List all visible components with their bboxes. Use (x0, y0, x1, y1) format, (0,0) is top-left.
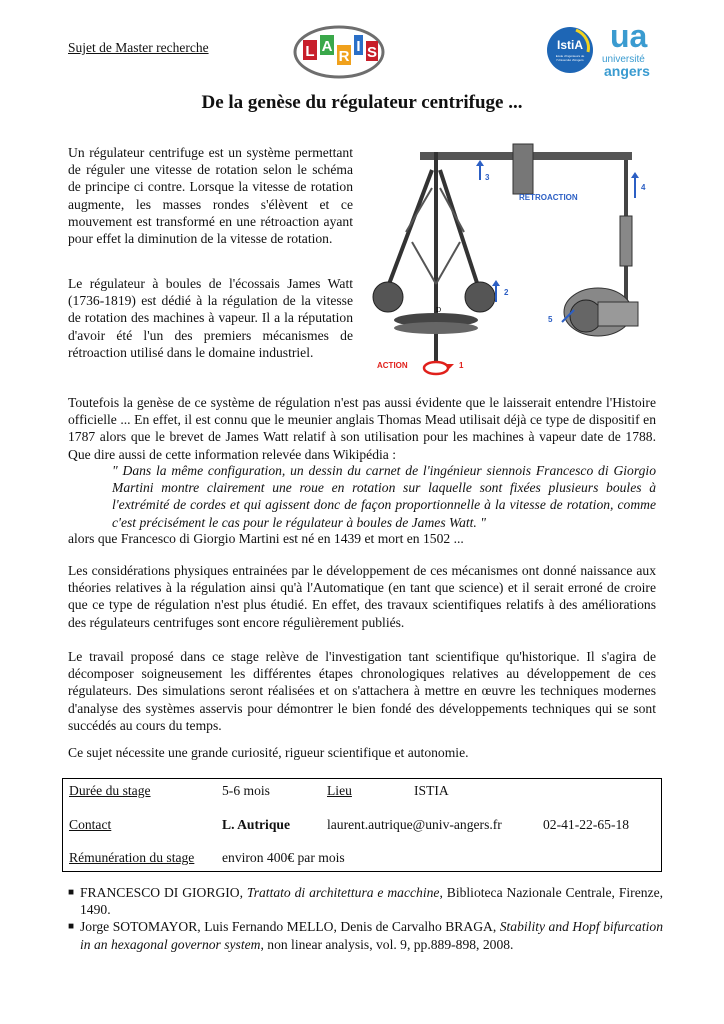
paragraph-travail: Le travail proposé dans ce stage relève de l'investigation tant scientifique qu'historique. Il s'agira de décomposer soigneusement les différentes étapes chronologiques relatives au développement de ces régulateurs. Des simulations seront réalisées et on s'attachera à mettre en œuvre les techniques modernes d'analyse des systèmes asservis pour démontrer le bien fondé des développements techniques qui se sont succédés au cours du temps. (68, 649, 656, 733)
governor-drawing (368, 132, 660, 382)
paragraph-genese-end: alors que Francesco di Giorgio Martini est né en 1439 et mort en 1502 ... (68, 531, 464, 546)
istia-logo-text: IstiA (556, 38, 583, 52)
internship-info-box (62, 778, 662, 872)
wikipedia-quote: " Dans la même configuration, un dessin du carnet de l'ingénieur siennois Francesco di Giorgio Martini montre clairement une roue en rotation sur laquelle sont fixées plusieurs boules à l'extrémité de cordes et qui agissent donc de façon proportionnelle à la vitesse de rotation, comme c'est précisément le cas pour le régulateur à boules de James Watt. " (112, 463, 656, 530)
references-list (68, 884, 663, 953)
reference-authors: Jorge SOTOMAYOR, Luis Fernando MELLO, Denis de Carvalho BRAGA, (80, 919, 500, 935)
page-title: De la genèse du régulateur centrifuge ... (201, 92, 523, 113)
ua-logo-mark: ua (610, 18, 648, 54)
intro-paragraph-1: Un régulateur centrifuge est un système permettant de réguler une vitesse de rotation selon le schéma de principe ci contre. Lorsque la vitesse de rotation augmente, les masses rondes s'élèvent et ce mouvement est transformé en une rétroaction ayant pour effet la diminution de la vitesse de rotation. (68, 145, 353, 247)
bullet-icon: ■ (68, 887, 75, 898)
paragraph-considerations: Les considérations physiques entrainées par le développement de ces mécanismes ont donné naissance aux théories relatives à la régulation ainsi qu'à l'Automatique (en tant que science) et il serait erroné de croire que ce type de régulation n'est plus étudié. En effet, des travaux scientifiques relatifs à des améliorations des régulateurs centrifuges sont encore régulièrement publiés. (68, 563, 656, 630)
ua-logo-text2: angers (604, 63, 650, 79)
laris-logo (293, 24, 385, 80)
paragraph-genese: Toutefois la genèse de ce système de régulation n'est pas aussi évidente que le laisserait entendre l'Histoire officielle ... En effet, il est connu que le meunier anglais Thomas Mead utilisait déjà ce type de dispositif en 1787 alors que le brevet de James Watt relatif à son utilisation pour les machines à vapeur date de 1788. Que dire aussi de cette information relevée dans Wikipédia : (68, 395, 656, 462)
istia-logo-subtext: Ecole d'ingénieurs de l'Université d'Angers (555, 54, 585, 62)
subject-line: Sujet de Master recherche (68, 40, 209, 55)
reference-item (68, 884, 663, 918)
istia-logo (546, 26, 594, 74)
duration-label: Durée du stage (69, 783, 151, 798)
figure-number-5: 5 (548, 315, 553, 324)
contact-email[interactable]: laurent.autrique@univ-angers.fr (327, 817, 502, 832)
figure-number-3: 3 (485, 173, 490, 182)
paragraph-curiosite: Ce sujet nécessite une grande curiosité, rigueur scientifique et autonomie. (68, 745, 469, 760)
ua-logo-text1: université (602, 54, 645, 65)
svg-text:D: D (436, 306, 442, 314)
contact-phone: 02-41-22-65-18 (543, 817, 630, 832)
figure-number-4: 4 (641, 183, 646, 192)
universite-angers-logo (598, 18, 662, 82)
action-label: ACTION (377, 361, 408, 370)
remuneration-value: environ 400€ par mois (222, 850, 345, 865)
reference-title: Trattato di architettura e macchine (246, 885, 440, 900)
svg-text:I: I (356, 38, 361, 55)
intro-paragraph-2: Le régulateur à boules de l'écossais James Watt (1736-1819) est dédié à la régulation de la vitesse de rotation des machines à vapeur. Il a la réputation d'avoir été l'un des premiers mécanismes de rétroaction utilisé dans le domaine industriel. (68, 276, 353, 360)
remuneration-label: Rémunération du stage (69, 850, 195, 865)
governor-figure (368, 132, 660, 382)
contact-label: Contact (69, 817, 112, 832)
svg-text:A: A (321, 38, 333, 55)
contact-name: L. Autrique (222, 817, 290, 832)
reference-authors: FRANCESCO DI GIORGIO, (80, 885, 247, 900)
reference-item (68, 918, 663, 952)
svg-text:L: L (305, 43, 315, 60)
reference-title: Stability and Hopf bifurcation in an hexagonal governor system (80, 919, 663, 952)
svg-text:S: S (366, 44, 378, 61)
location-value: ISTIA (414, 783, 449, 798)
svg-text:R: R (338, 48, 350, 65)
reference-details: , non linear analysis, vol. 9, pp.889-898, 2008. (260, 936, 514, 952)
figure-number-2: 2 (504, 288, 509, 297)
duration-value: 5-6 mois (222, 783, 270, 798)
bullet-icon: ■ (68, 921, 75, 933)
reference-details: , Biblioteca Nazionale Centrale, Firenze, 1490. (80, 885, 664, 918)
figure-number-1: 1 (459, 361, 464, 370)
retroaction-label: RETROACTION (519, 193, 578, 202)
location-label: Lieu (327, 783, 352, 798)
